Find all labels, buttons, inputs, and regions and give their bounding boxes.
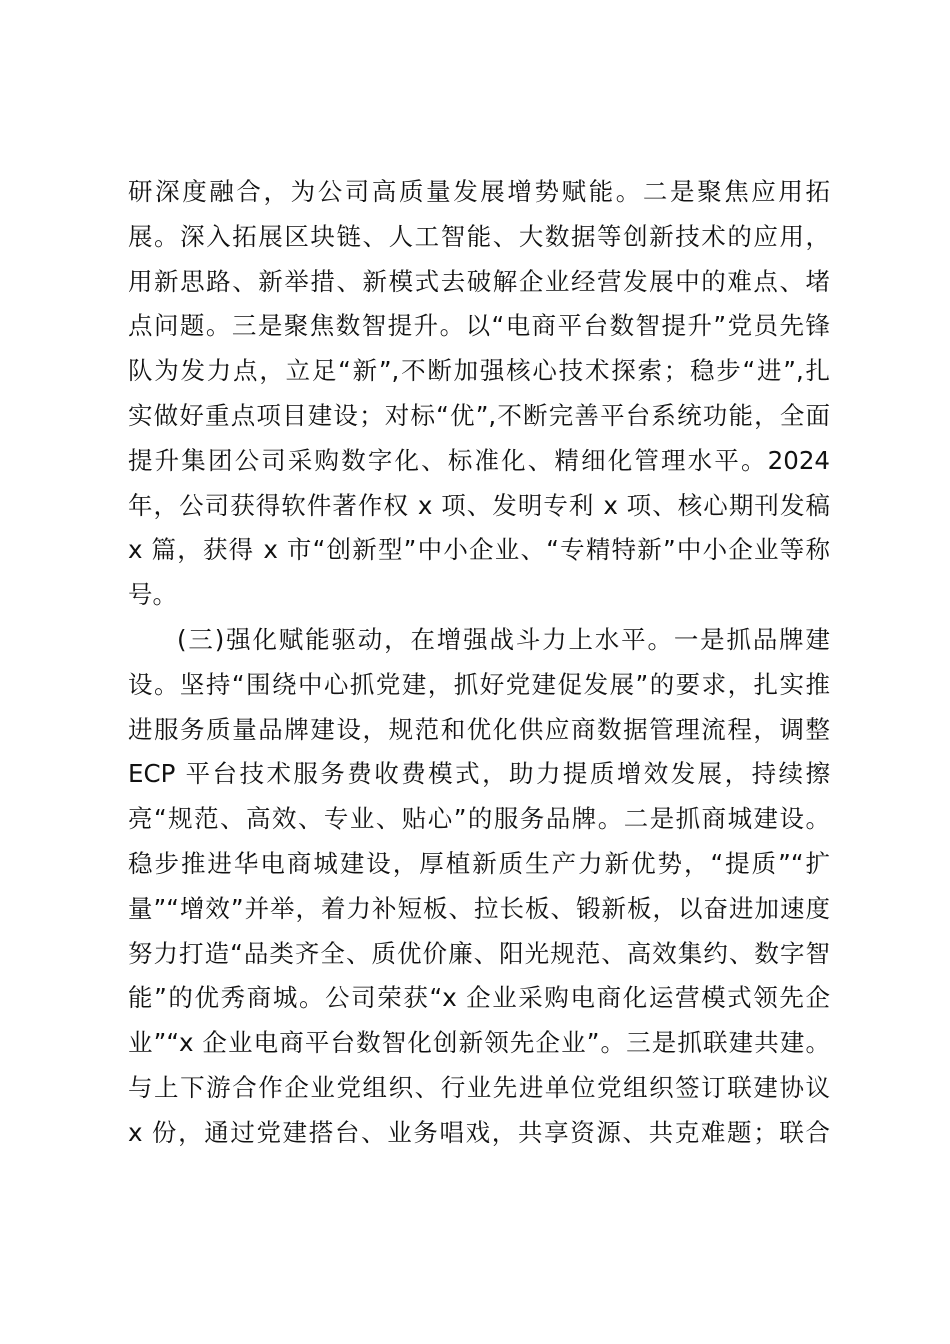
text-line: 研深度融合，为公司高质量发展增势赋能。二是聚焦应用拓 — [128, 177, 830, 206]
text-line: 用新思路、新举措、新模式去破解企业经营发展中的难点、堵 — [128, 266, 830, 296]
text-line: 稳步推进华电商城建设，厚植新质生产力新优势，“提质”“扩 — [128, 848, 830, 878]
text-line: 点问题。三是聚焦数智提升。以“电商平台数智提升”党员先锋 — [128, 311, 830, 341]
text-line: x 篇，获得 x 市“创新型”中小企业、“专精特新”中小企业等称 — [128, 535, 830, 565]
text-line: 展。深入拓展区块链、人工智能、大数据等创新技术的应用， — [128, 221, 830, 251]
text-line: 实做好重点项目建设；对标“优”,不断完善平台系统功能，全面 — [128, 400, 830, 430]
text-line: 号。 — [128, 580, 177, 610]
text-line: 努力打造“品类齐全、质优价廉、阳光规范、高效集约、数字智 — [128, 938, 830, 968]
text-line: x 份，通过党建搭台、业务唱戏，共享资源、共克难题；联合 — [128, 1117, 830, 1147]
text-line: 量”“增效”并举，着力补短板、拉长板、锻新板，以奋进加速度 — [128, 893, 830, 923]
text-line: 队为发力点，立足“新”,不断加强核心技术探索；稳步“进”,扎 — [128, 356, 830, 386]
body-text — [128, 170, 830, 1156]
text-line: 亮“规范、高效、专业、贴心”的服务品牌。二是抓商城建设。 — [128, 804, 830, 834]
text-line: 提升集团公司采购数字化、标准化、精细化管理水平。2024 — [128, 445, 830, 475]
text-line: 与上下游合作企业党组织、行业先进单位党组织签订联建协议 — [128, 1072, 830, 1102]
text-line: 能”的优秀商城。公司荣获“x 企业采购电商化运营模式领先企 — [128, 983, 830, 1013]
text-line: ECP 平台技术服务费收费模式，助力提质增效发展，持续擦 — [128, 759, 830, 789]
text-line: 业”“x 企业电商平台数智化创新领先企业”。三是抓联建共建。 — [128, 1028, 830, 1058]
text-line: 进服务质量品牌建设，规范和优化供应商数据管理流程，调整 — [128, 714, 830, 744]
text-line: 设。坚持“围绕中心抓党建，抓好党建促发展”的要求，扎实推 — [128, 669, 830, 699]
section-heading-line: (三)强化赋能驱动，在增强战斗力上水平。一是抓品牌建 — [177, 624, 830, 654]
text-line: 年，公司获得软件著作权 x 项、发明专利 x 项、核心期刊发稿 — [128, 490, 830, 520]
